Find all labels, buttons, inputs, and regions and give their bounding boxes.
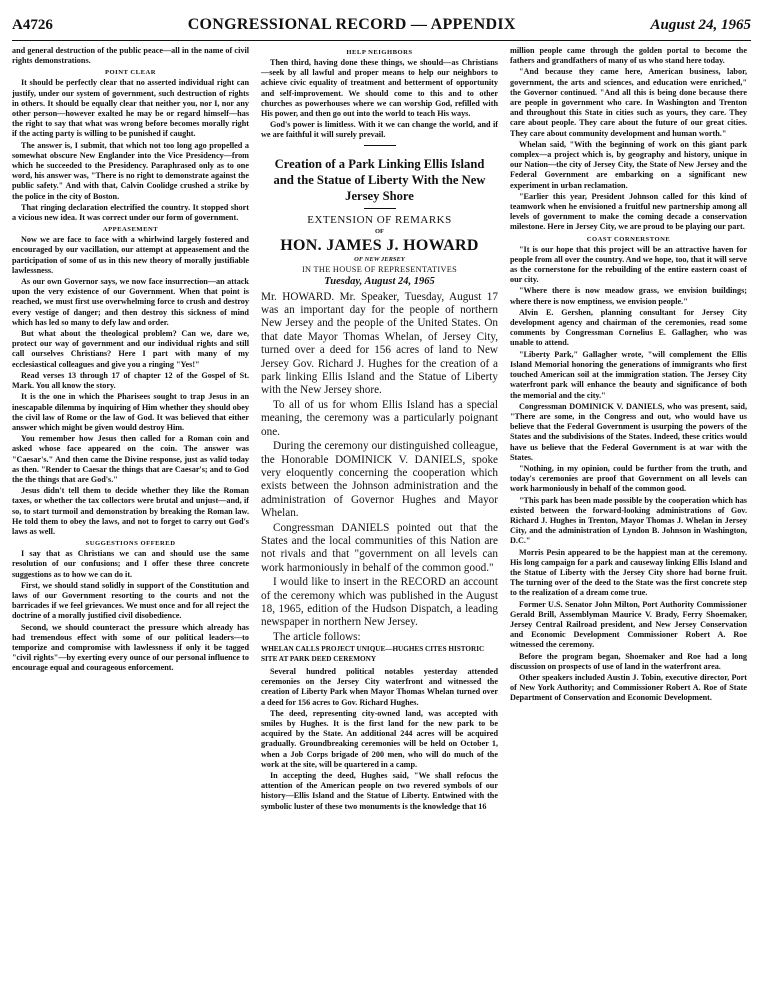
- publication-title: CONGRESSIONAL RECORD — APPENDIX: [187, 16, 516, 33]
- paragraph: and general destruction of the public peace—all in the name of civil rights demonstrations.: [12, 46, 249, 66]
- speaker-name: HON. JAMES J. HOWARD: [280, 236, 479, 254]
- paragraph: The answer is, I submit, that which not too long ago propelled a somewhat obscure New Englander into the Vice Presidency—from which he succeeded to the Presidency. Paraphrased only as to one word, his answer was, "There is no right to demonstrate against the public safety." And with that, Calvin Coolidge crushed a strike by the police in the city of Boston.: [12, 140, 249, 201]
- extension-heading: EXTENSION OF REMARKS: [307, 213, 452, 226]
- paragraph: Several hundred political notables yesterday attended ceremonies on the Jersey City waterfront and witnessed the creation of Liberty Park when Mayor Thomas Whelan turned over a deed for 156 acres to Gov. Richard Hughes.: [261, 667, 498, 707]
- paragraph: God's power is limitless. With it we can change the world, and if we are faithful it will surely prevail.: [261, 120, 498, 140]
- section-subheading: HELP NEIGHBORS: [346, 49, 413, 56]
- speaker-state: OF NEW JERSEY: [354, 255, 405, 263]
- paragraph: To all of us for whom Ellis Island has a special meaning, the ceremony was a particularly poignant one.: [261, 398, 498, 438]
- column-middle: [261, 46, 498, 986]
- article-body: [261, 291, 498, 812]
- paragraph: Second, we should counteract the pressure which already has had tremendous effect with some of our political leaders—to temporize and compromise with lawlessness if only it be tagged "civil rights"—by exerting every ounce of our personal influence to encourage equal and courageous enforcement.: [12, 622, 249, 673]
- text-columns: [12, 46, 751, 986]
- paragraph: million people came through the golden portal to become the fathers and grandfathers of many of us who stand here today.: [510, 46, 747, 66]
- paragraph: Morris Pesin appeared to be the happiest man at the ceremony. His long campaign for a park and causeway linking Ellis Island and the Statue of Liberty with the Jersey City shore had borne fruit. The turning over of the deed to the State was the first concrete step to the realization of a dream come true.: [510, 547, 747, 598]
- paragraph: Alvin E. Gershen, planning consultant for Jersey City development agency and chairman of the ceremonies, read some comments by Congressman Cornelius E. Gallagher, who was unable to attend.: [510, 307, 747, 348]
- column-left: [12, 46, 249, 986]
- paragraph: The article follows:: [273, 630, 361, 643]
- section-subheading: POINT CLEAR: [105, 69, 156, 77]
- paragraph: You remember how Jesus then called for a Roman coin and asked whose face appeared on the coin. The answer was "Caesar's." And then came the Divine response, just as valid today as then. "Render to Caesar the things that are Caesar's; and to God the the things that are God's.": [12, 434, 249, 484]
- paragraph: I say that as Christians we can and should use the same resolution of our confusions; and I offer these three concrete suggestions as to how we can do it.: [12, 549, 249, 579]
- column-right: [510, 46, 747, 986]
- paragraph: Congressman DOMINICK V. DANIELS, who was present, said, "There are some, in the Congress and out, who would have us believe that the Federal Government is usurping the powers of the States and the subdivisions of the States. Indeed, these critics would have us believe that the Federal Government is at war with the States.: [510, 401, 747, 462]
- paragraph: Whelan said, "With the beginning of work on this giant park complex—a project which is, by geography and history, unique in our Nation—the city of Jersey City, the State of New Jersey and the Federal Government are embarking on a significant new experiment in urban reclamation.: [510, 139, 747, 190]
- paragraph: "It is our hope that this project will be an attractive haven for people from all over the country. And we hope, too, that it will serve as the cornerstone for the rebuilding of the entire eastern coast of our city.: [510, 244, 747, 285]
- paragraph: First, we should stand solidly in support of the Constitution and laws of our Government resorting to the courts and not the barricades if we feel grievances. We must once and for all reject the doctrine of a morally justified civil disobedience.: [12, 580, 249, 621]
- article-title: Creation of a Park Linking Ellis Island and the Statue of Liberty With the New Jersey Shore: [273, 156, 486, 203]
- news-headline: WHELAN CALLS PROJECT UNIQUE—HUGHES CITES HISTORIC SITE AT PARK DEED CEREMONY: [261, 645, 485, 663]
- paragraph: Mr. HOWARD. Mr. Speaker, Tuesday, August 17 was an important day for the people of northern New Jersey and the people of the United States. On that date Mayor Thomas Whelan, of Jersey City, turned over a deed for 156 acres of land to New Jersey Gov. Richard J. Hughes for the creation of a park linking Ellis Island and the Statue of Liberty with the New Jersey shore.: [261, 290, 498, 397]
- paragraph: Before the program began, Shoemaker and Roe had a long discussion on prospects of use of land in the waterfront area.: [510, 651, 747, 671]
- paragraph: Then third, having done these things, we should—as Christians—seek by all lawful and proper means to help our neighbors to achieve civic equality of treatment and betterment of opportunity and self-improvement. We should come to this and to other churches as powerhouses where we can worship God, refilled with His power, and then go out into the world to teach His ways.: [261, 58, 498, 119]
- paragraph: Now we are face to face with a whirlwind largely fostered and encouraged by our vacillation, our attempt at appeasement and the participation of some of us in this new theory of morally justifiable lawlessness.: [12, 235, 249, 275]
- paragraph: During the ceremony our distinguished colleague, the Honorable DOMINICK V. DANIELS, spoke very eloquently concerning the cooperation which exists between the Johnson administration and the administration of Governor Hughes and Mayor Whelan.: [261, 440, 498, 520]
- chamber-label: IN THE HOUSE OF REPRESENTATIVES: [301, 264, 458, 274]
- paragraph: In accepting the deed, Hughes said, "We shall refocus the attention of the American people on two revered symbols of our history—Ellis Island and the Statue of Liberty. Entwined with the symbolic luster of these two monuments is the knowledge that 16: [261, 771, 498, 811]
- paragraph: But what about the theological problem? Can we, dare we, protect our way of government and our individual rights and still call ourselves Christians? Here I part with many of my ecclesiastical colleagues and give you a ringing "Yes!": [12, 329, 249, 369]
- paragraph: Former U.S. Senator John Milton, Port Authority Commissioner Gerald Brill, Assemblyman Maurice V. Brady, Ferry Shoemaker, Jersey Central Railroad president, and New Jersey Conservation and Economic Development Commissioner Robert A. Roe witnessed the ceremony.: [510, 599, 747, 650]
- paragraph: The deed, representing city-owned land, was accepted with smiles by Hughes. It is the first land for the new park to be acquired by the State. An additional 244 acres will be acquired gradually. Groundbreaking ceremonies will be held on October 1, when a Job Corps brigade of 200 men, who will do much of the work at the site, will be quartered in a camp.: [261, 708, 498, 769]
- paragraph: "Earlier this year, President Johnson called for this kind of teamwork when he envisioned a fruitful new partnership among all levels of government to make the coming decade a conservation milestone. Here in Jersey City, we are proud to be playing our part.: [510, 191, 747, 232]
- separator-rule: [364, 145, 396, 146]
- column-middle-continuation: [261, 49, 498, 141]
- paragraph: That ringing declaration electrified the country. It stopped short a vicious new idea. It was correct under our form of government.: [12, 202, 249, 223]
- paragraph: "And because they came here, American business, labor, government, the arts and sciences, and education were enriched," the Governor continued. "And all this is being done because there are people in government who care. In Washington and Trenton and throughout this State in cities such as yours, they care. They care about people. They care about the future of our great cities. They care about community development and human worth.": [510, 67, 747, 138]
- section-subheading: APPEASEMENT: [102, 226, 159, 234]
- paragraph: Other speakers included Austin J. Tobin, executive director, Port of New York Authority; and Commissioner Robert A. Roe of State Department of Conservation and Economic Development.: [510, 672, 747, 703]
- issue-date: August 24, 1965: [650, 17, 751, 33]
- paragraph: "This park has been made possible by the cooperation which has existed between the forward-looking administrations of Gov. Richard J. Hughes in Trenton, Mayor Thomas J. Whelan in Jersey City, and the administration of Lyndon B. Johnson in Washington, D.C.": [510, 495, 747, 546]
- paragraph: Congressman DANIELS pointed out that the States and the local communities of this Nation are not rivals and that "government on all levels can work harmoniously in behalf of the common good.": [261, 521, 498, 574]
- speech-date: Tuesday, August 24, 1965: [324, 275, 435, 287]
- paragraph: "Nothing, in my opinion, could be further from the truth, and today's ceremonies are proof that Government on all levels can work harmoniously in behalf of the common good.: [510, 463, 747, 494]
- paragraph: "Liberty Park," Gallagher wrote, "will complement the Ellis Island Memorial honoring the generations of immigrants who first touched American soil at the immigration station. The Jersey City waterfront park will enhance the beauty and significance of both the memorial and the city.": [510, 349, 747, 400]
- paragraph: Read verses 13 through 17 of chapter 12 of the Gospel of St. Mark. You all know the story.: [12, 370, 249, 391]
- paragraph: "Where there is now meadow grass, we envision buildings; where there is now emptiness, we envision people.": [510, 286, 747, 306]
- separator-rule: [364, 208, 396, 209]
- paragraph: I would like to insert in the RECORD an account of the ceremony which was published in the August 18, 1965, edition of the Hudson Dispatch, a leading newspaper in northern New Jersey.: [261, 576, 498, 629]
- paragraph: It is the one in which the Pharisees sought to trap Jesus in an inescapable dilemma by inquiring of Him whether they should obey the civil law of Rome or the law of God. It was believed that either answer which might be given would destroy Him.: [12, 392, 249, 432]
- paragraph: As our own Governor says, we now face insurrection—an attack upon the very existence of our Government. When that point is reached, we must first use overwhelming force to crush and destroy every vestige of danger; and then destroy this sickness of mind which has led so many to defy law and order.: [12, 277, 249, 327]
- page-header: [12, 16, 751, 41]
- paragraph: It should be perfectly clear that no asserted individual right can justify, under our system of government, such destruction of rights in others. It should be equally clear that neither you, nor I, nor any other person—however exalted he may be or regard himself—has the right to say that what was wrong before becomes morally right if the acting party is willing to be punished if caught.: [12, 78, 249, 139]
- paragraph: Jesus didn't tell them to decide whether they like the Roman taxes, or whether the tax collectors were brutal and unjust—and, if so, to start turmoil and demonstration by breaking the Roman law. He told them to obey the laws, and not to forget to carry out God's laws as well.: [12, 486, 249, 536]
- of-label: OF: [374, 227, 385, 235]
- section-subheading: COAST CORNERSTONE: [586, 235, 671, 243]
- section-subheading: SUGGESTIONS OFFERED: [85, 540, 176, 548]
- page-number: A4726: [12, 17, 53, 33]
